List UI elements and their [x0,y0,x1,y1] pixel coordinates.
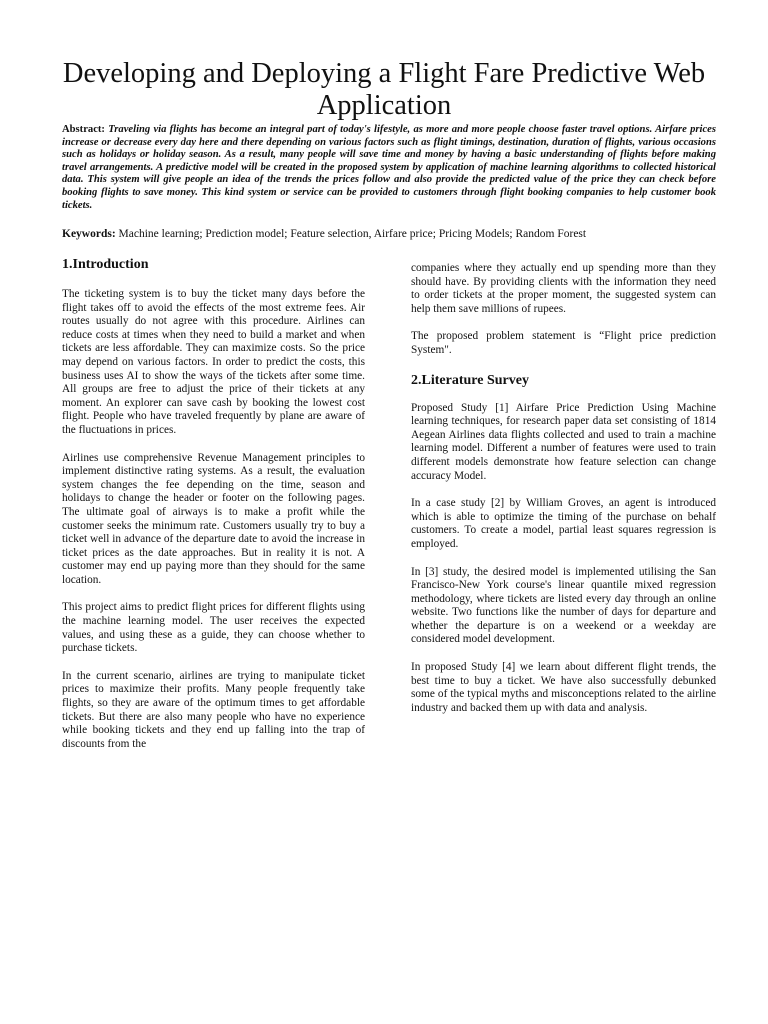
keywords [62,227,716,241]
intro-paragraph: Airlines use comprehensive Revenue Management principles to implement distinctive rating systems. As a result, the evaluation system changes the fee depending on the time, season and holidays to change the header or footer on the following pages. The ultimate goal of airways is to make a profit while the customer seeks the minimum rate. Customers usually try to buy a ticket well in advance of the departure date to avoid the increase in ticket prices as the date approaches. But in reality it is not. A customer may end up paying more than they should for the same location. [62,451,365,586]
intro-paragraph: In the current scenario, airlines are trying to manipulate ticket prices to maximize their profits. Many people frequently take flights, so they are aware of the optimum times to get affordable tickets. But there are also many people who have no experience while booking tickets and they end up falling into the trap of discounts from the [62,669,365,750]
literature-heading: 2.Literature Survey [411,372,529,388]
intro-paragraph: This project aims to predict flight prices for different flights using the machine learning model. The user receives the expected values, and using these as a guide, they can choose whether to purchase tickets. [62,601,365,655]
literature-paragraph: In a case study [2] by William Groves, an agent is introduced which is able to optimize the timing of the purchase on behalf customers. To create a model, partial least squares regression is employed. [411,497,716,550]
paper-title: Developing and Deploying a Flight Fare Predictive Web Application [62,58,706,121]
intro-continuation: companies where they actually end up spending more than they should have. By providing clients with the information they need to order tickets at the proper moment, the suggested system can help them save millions of rupees. [411,262,716,315]
intro-paragraph: The ticketing system is to buy the ticket many days before the flight takes off to avoid the effects of the most extreme fees. Air routes usually do not agree with this procedure. Airlines can reduce costs at times when they need to build a market and when tickets are less affordable. They can maximize costs. So the price may depend on various factors. In order to predict the costs, this business uses AI to show the ways of the tickets after some time. All groups are free to adjust the price of their tickets at any moment. An explorer can save cash by booking the lowest cost flight. People who have traveled frequently by plane are aware of the fluctuations in prices. [62,288,365,436]
right-column [411,262,716,729]
abstract [62,124,716,212]
introduction-heading: 1.Introduction [62,257,149,272]
left-column [62,254,365,765]
literature-paragraph: In [3] study, the desired model is implemented utilising the San Francisco-New York course's linear quantile mixed regression methodology, where tickets are listed every day through an online website. Two functions like the number of days for departure and whether the departure is on a weekend or a weekday are considered model development. [411,565,716,646]
keywords-label: Keywords: [62,228,116,240]
abstract-label: Abstract: [62,124,105,135]
literature-paragraph: In proposed Study [4] we learn about different flight trends, the best time to buy a ticket. We have also successfully debunked some of the typical myths and misconceptions related to the airline industry and backed them up with data and analysis. [411,661,716,714]
literature-paragraph: Proposed Study [1] Airfare Price Prediction Using Machine learning techniques, for research paper data set consisting of 1814 Aegean Airlines data flights collected and used to train a machine learning model. Different a number of features were used to train different models demonstrate how feature selection can change accuracy Model. [411,401,716,482]
problem-statement: The proposed problem statement is “Flight price prediction System". [411,330,716,356]
keywords-text: Machine learning; Prediction model; Feature selection, Airfare price; Pricing Models; Random Forest [118,228,587,240]
abstract-text: Traveling via flights has become an integral part of today's lifestyle, as more and more people choose faster travel options. Airfare prices increase or decrease every day here and there depending on various factors such as flight timings, destination, duration of flights, various occasions such as holidays or holiday season. As a result, many people will save time and money by having a basic understanding of flights before making travel arrangements. A predictive model will be created in the proposed system by application of machine learning algorithms to collected historical data. This system will give people an idea of the trends the prices follow and also provide the predicted value of the price they can check before booking flights to save money. This kind system or service can be provided to customers through flight booking companies to help customer book tickets. [62,124,716,211]
